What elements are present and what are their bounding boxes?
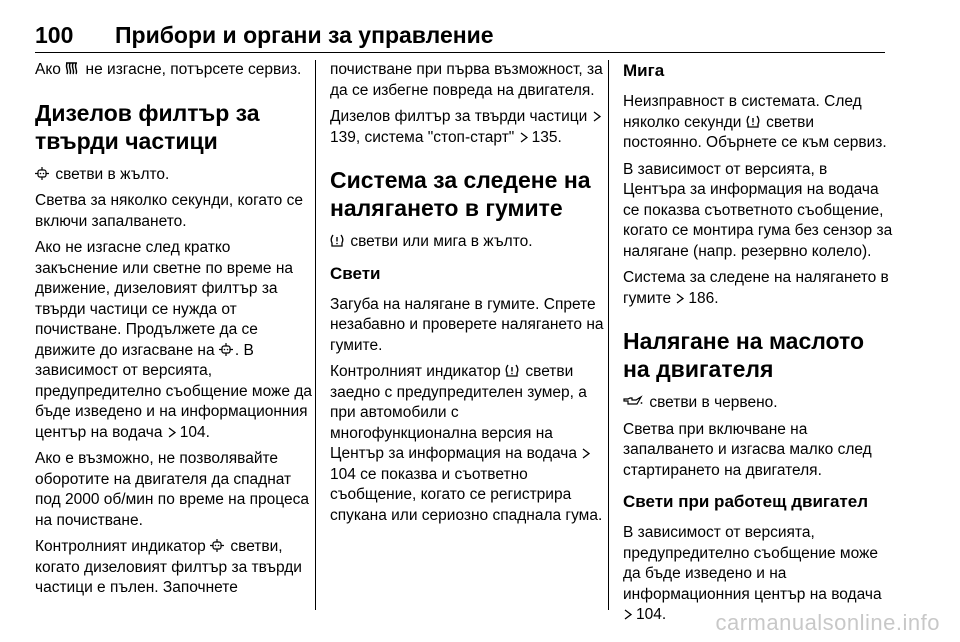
paragraph: Загуба на налягане в гумите. Спрете незабавно и проверете налягането на гумите. xyxy=(330,295,604,354)
column-1 xyxy=(35,60,313,605)
column-divider xyxy=(315,60,316,610)
subheading: Мига xyxy=(623,61,665,80)
page-reference[interactable]: 104. xyxy=(179,423,210,441)
paragraph: Дизелов филтър за твърди частици 139, система "стоп-старт" 135. xyxy=(330,107,608,148)
paragraph: светви или мига в жълто. xyxy=(330,232,608,253)
page-reference-icon xyxy=(581,444,591,465)
paragraph: светви в жълто. xyxy=(35,165,313,186)
section-heading: Система за следене на налягането в гумите xyxy=(330,167,591,221)
section-heading: Дизелов филтър за твърди частици xyxy=(35,99,260,154)
paragraph: Светва при включване на запалването и изгасва малко след стартирането на двигателя. xyxy=(623,420,872,479)
paragraph: В зависимост от версията, в Центъра за информация на водача се показва съответното съобщение, когато се монтира гума без сензор за налягане (напр. резервно колело). xyxy=(623,160,893,260)
tire-pressure-icon xyxy=(505,364,519,377)
column-2 xyxy=(330,60,608,532)
column-divider xyxy=(608,60,609,610)
diesel-particulate-filter-icon xyxy=(219,343,233,356)
paragraph: светви в червено. xyxy=(623,393,893,414)
subheading: Свети при работещ двигател xyxy=(623,492,869,511)
page-reference[interactable]: 104. xyxy=(636,606,667,623)
section-heading: Налягане на маслото на двигателя xyxy=(623,328,865,382)
paragraph: Контролният индикатор светви заедно с предупредителен зумер, а при автомобили с многофункционална версия на Център за информация на водача 104 се показва и съответно съобщение, когато се регистрира спукана или сериозно спаднала гума. xyxy=(330,363,603,524)
watermark: carmanualsonline.info xyxy=(715,610,940,635)
page-reference-icon xyxy=(592,107,602,128)
paragraph: Ако не изгасне, потърсете сервиз. xyxy=(35,61,302,78)
oil-pressure-icon xyxy=(623,395,643,408)
page-reference-icon xyxy=(675,289,685,310)
page-title: Прибори и органи за управление xyxy=(115,22,494,48)
subheading: Свети xyxy=(330,263,381,283)
diesel-particulate-filter-icon xyxy=(35,167,49,180)
diesel-particulate-filter-icon xyxy=(210,539,224,552)
paragraph: Ако е възможно, не позволявайте оборотите на двигателя да спаднат под 2000 об/мин по време на процеса на почистване. xyxy=(35,450,309,529)
page-reference-icon xyxy=(623,605,633,626)
paragraph: Система за следене на налягането в гумите 186. xyxy=(623,268,893,309)
page-reference-icon xyxy=(519,128,529,149)
tire-pressure-icon xyxy=(330,234,344,247)
page-reference[interactable]: 139, система "стоп-старт" xyxy=(330,128,515,146)
page-reference[interactable]: 135. xyxy=(531,128,562,146)
page-reference-icon xyxy=(167,423,177,444)
glow-plug-icon xyxy=(65,62,79,75)
page-reference[interactable]: 186. xyxy=(688,289,719,307)
page-reference[interactable]: 104 се показва и съответно съобщение, когато се регистрира спукана или сериозно спаднала гума. xyxy=(330,465,603,524)
paragraph: Ако не изгасне след кратко закъснение или светне по време на движение, дизеловият филтър за твърди частици се нужда от почистване. Продължете да се движите до изгасване на . В зависимост от версията, предупредително съобщение може да бъде изведено и на информационния център на водача 104. xyxy=(35,238,313,443)
paragraph: Контролният индикатор светви, когато дизеловият филтър за твърди частици е пълен. Започнете xyxy=(35,538,302,596)
paragraph: В зависимост от версията, предупредително съобщение може да бъде изведено и на информационния център на водача 104. xyxy=(623,523,893,626)
page-number: 100 xyxy=(35,22,74,48)
paragraph: почистване при първа възможност, за да се избегне повреда на двигателя. xyxy=(330,61,603,99)
paragraph: Неизправност в системата. След няколко секунди светви постоянно. Обърнете се към сервиз. xyxy=(623,93,887,151)
tire-pressure-icon xyxy=(746,115,760,128)
column-3 xyxy=(623,60,893,632)
page-header xyxy=(35,22,885,53)
paragraph: Светва за няколко секунди, когато се включи запалването. xyxy=(35,192,303,230)
